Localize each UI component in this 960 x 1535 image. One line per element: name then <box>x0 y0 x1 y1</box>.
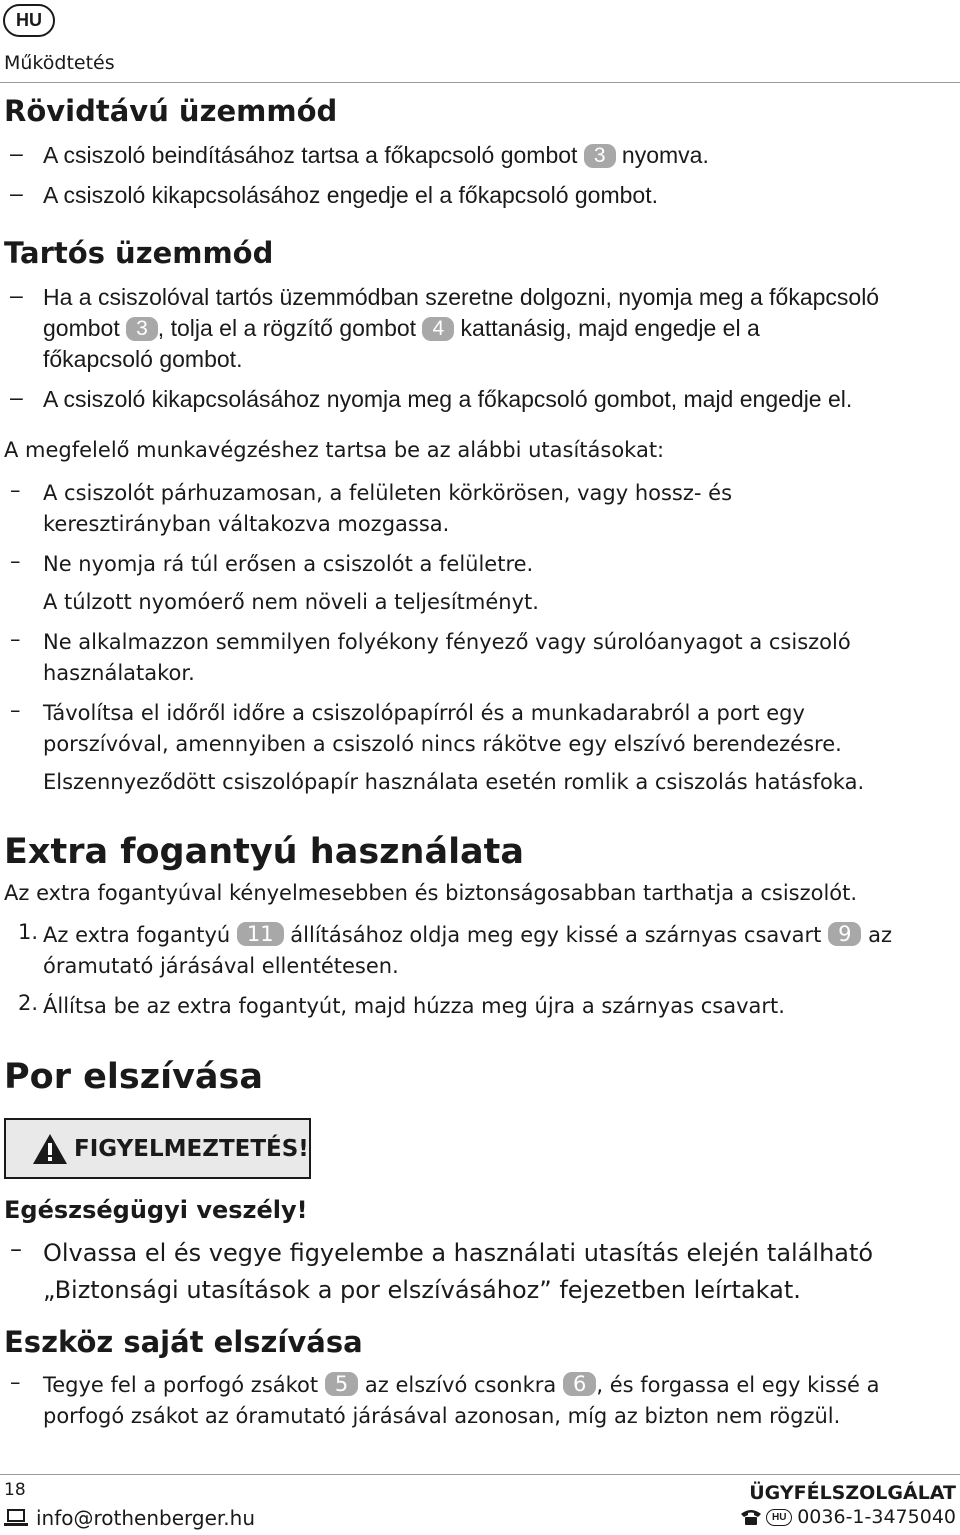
continuous-mode-heading: Tartós üzemmód <box>4 236 274 270</box>
reference-number-badge: 6 <box>563 1372 596 1396</box>
page-number: 18 <box>4 1480 26 1500</box>
dust-extraction-heading: Por elszívása <box>4 1057 263 1097</box>
reference-number-badge: 9 <box>828 922 861 946</box>
customer-service-label: ÜGYFÉLSZOLGÁLAT <box>749 1482 956 1504</box>
reference-number-badge: 5 <box>325 1372 358 1396</box>
email-link[interactable]: info@rothenberger.hu <box>36 1506 255 1530</box>
email-contact <box>4 1506 255 1530</box>
reference-number-badge: 3 <box>126 317 158 341</box>
short-mode-heading: Rövidtávú üzemmód <box>4 94 338 128</box>
warning-box <box>4 1118 311 1179</box>
hazard-title: Egészségügyi veszély! <box>4 1196 308 1224</box>
reference-number-badge: 4 <box>422 317 454 341</box>
section-label: Működtetés <box>4 52 115 74</box>
work-tips-intro: A megfelelő munkavégzéshez tartsa be az alábbi utasításokat: <box>4 438 665 462</box>
reference-number-badge: 3 <box>584 144 616 168</box>
phone-number[interactable]: 0036-1-3475040 <box>797 1506 956 1528</box>
footer-divider <box>0 1474 960 1475</box>
language-badge: HU <box>3 4 55 37</box>
reference-number-badge: 11 <box>237 922 284 946</box>
laptop-icon <box>4 1509 28 1527</box>
telephone-icon <box>739 1508 763 1526</box>
warning-title: FIGYELMEZTETÉS! <box>74 1135 309 1162</box>
extra-handle-heading: Extra fogantyú használata <box>4 832 525 872</box>
extra-handle-intro: Az extra fogantyúval kényelmesebben és biztonságosabban tarthatja a csiszolót. <box>4 881 858 905</box>
warning-triangle-icon <box>32 1133 68 1165</box>
country-badge: HU <box>766 1509 792 1526</box>
header-divider <box>0 82 960 83</box>
self-extraction-heading: Eszköz saját elszívása <box>4 1325 363 1359</box>
phone-contact <box>739 1506 956 1528</box>
